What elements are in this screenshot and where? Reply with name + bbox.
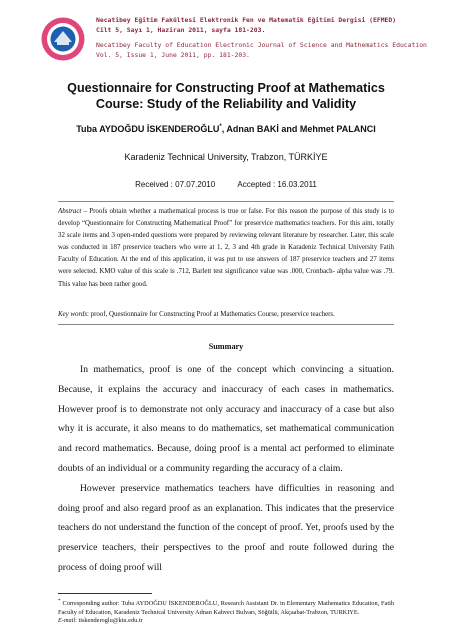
footnote-text: Corresponding author: Tuba AYDOĞDU İSKENDEROĞLU, Research Assistant Dr. in Elementary Mathematics Education, Fatih Faculty of Education, Karadeniz Technical University Adnan Kahveci Bulvarı, Söğütlü, Akçaabat-Trabzon, TURKIYE. [58, 600, 394, 616]
abstract-label: Abstract [58, 208, 82, 215]
received-date: Received : 07.07.2010 [135, 180, 216, 189]
journal-logo [40, 16, 86, 62]
journal-line-3: Necatibey Faculty of Education Electronic Journal of Science and Mathematics Education [96, 41, 427, 49]
paper-title [0, 80, 452, 112]
author-1: Tuba AYDOĞDU İSKENDEROĞLU [76, 124, 220, 134]
journal-line-2: Cilt 5, Sayı 1, Haziran 2011, sayfa 181-203. [96, 26, 266, 34]
dates [0, 180, 452, 189]
accepted-date: Accepted : 16.03.2011 [237, 180, 317, 189]
footnote-rule [58, 593, 152, 594]
summary-paragraph-2: However preservice mathematics teachers have difficulties in reasoning and doing proof and also regard proof as an explanation. This indicates that the preservice teachers do not understand the function of the concept of proof. Yet, proofs used by the preservice teachers, their perspectives to the proof and route followed during the process of doing proof will [58, 482, 394, 573]
abstract-separator [58, 201, 394, 202]
affiliation: Karadeniz Technical University, Trabzon, TÜRKİYE [124, 152, 328, 162]
footnote [58, 597, 394, 625]
summary-paragraph-1: In mathematics, proof is one of the concept which convincing a situation. Because, it explains the accuracy and inaccuracy of each cases in mathematics. However proof is to demonstrate not only accuracy and inaccuracy of a case but also why it is accurate, it also means to do mathematics, set mathematical communication and record mathematics. Because, doing proof is a mental act performed to eliminate doubts of an individual or a community regarding the accuracy of a claim. [58, 364, 394, 474]
footnote-mark: * [58, 598, 61, 604]
keywords-text: : proof, Questionnaire for Constructing Proof at Mathematics Course, preservice teachers. [87, 311, 335, 318]
title-line-1: Questionnaire for Constructing Proof at Mathematics [67, 81, 385, 95]
email-label: E-mail [58, 616, 76, 624]
authors-rest: , Adnan BAKİ and Mehmet PALANCI [221, 124, 376, 134]
keywords-separator [58, 324, 394, 325]
title-line-2: Course: Study of the Reliability and Validity [95, 97, 357, 111]
keywords [58, 310, 394, 320]
authors [0, 124, 452, 134]
journal-line-1: Necatibey Eğitim Fakültesi Elektronik Fen ve Matematik Eğitimi Dergisi (EFMED) [96, 16, 397, 24]
summary-body [58, 360, 394, 578]
abstract-text: – Proofs obtain whether a mathematical process is true or false. For this reason the purpose of this study is to develop “Questionnaire for Constructing Mathematical Proof” for preservice mathematics teachers. For this aim, totally 32 scale items and 3 open-ended questions were prepared by reviewing relevant literature by researcher. Later, this scale was conducted in 187 preservice teachers who were at 1, 2, 3 and 4th grade in Karadeniz Technical University Fatih Faculty of Education. At the end of this application, it was put to use answers of 187 preservice teachers and 27 items were selected. KMO value of this scale is .712, Barlett test significance value was .000, Cronbach- alpha value was .79. This value has been rather good. [58, 208, 394, 288]
keywords-label: Key words [58, 311, 88, 318]
summary-heading: Summary [208, 342, 244, 351]
email-address[interactable]: : tiskenderoglu@ktu.edu.tr [75, 616, 143, 624]
abstract [58, 206, 394, 291]
author-1-footnote-mark: * [219, 124, 222, 130]
journal-line-4: Vol. 5, Issue 1, June 2011, pp. 181-203. [96, 51, 250, 59]
